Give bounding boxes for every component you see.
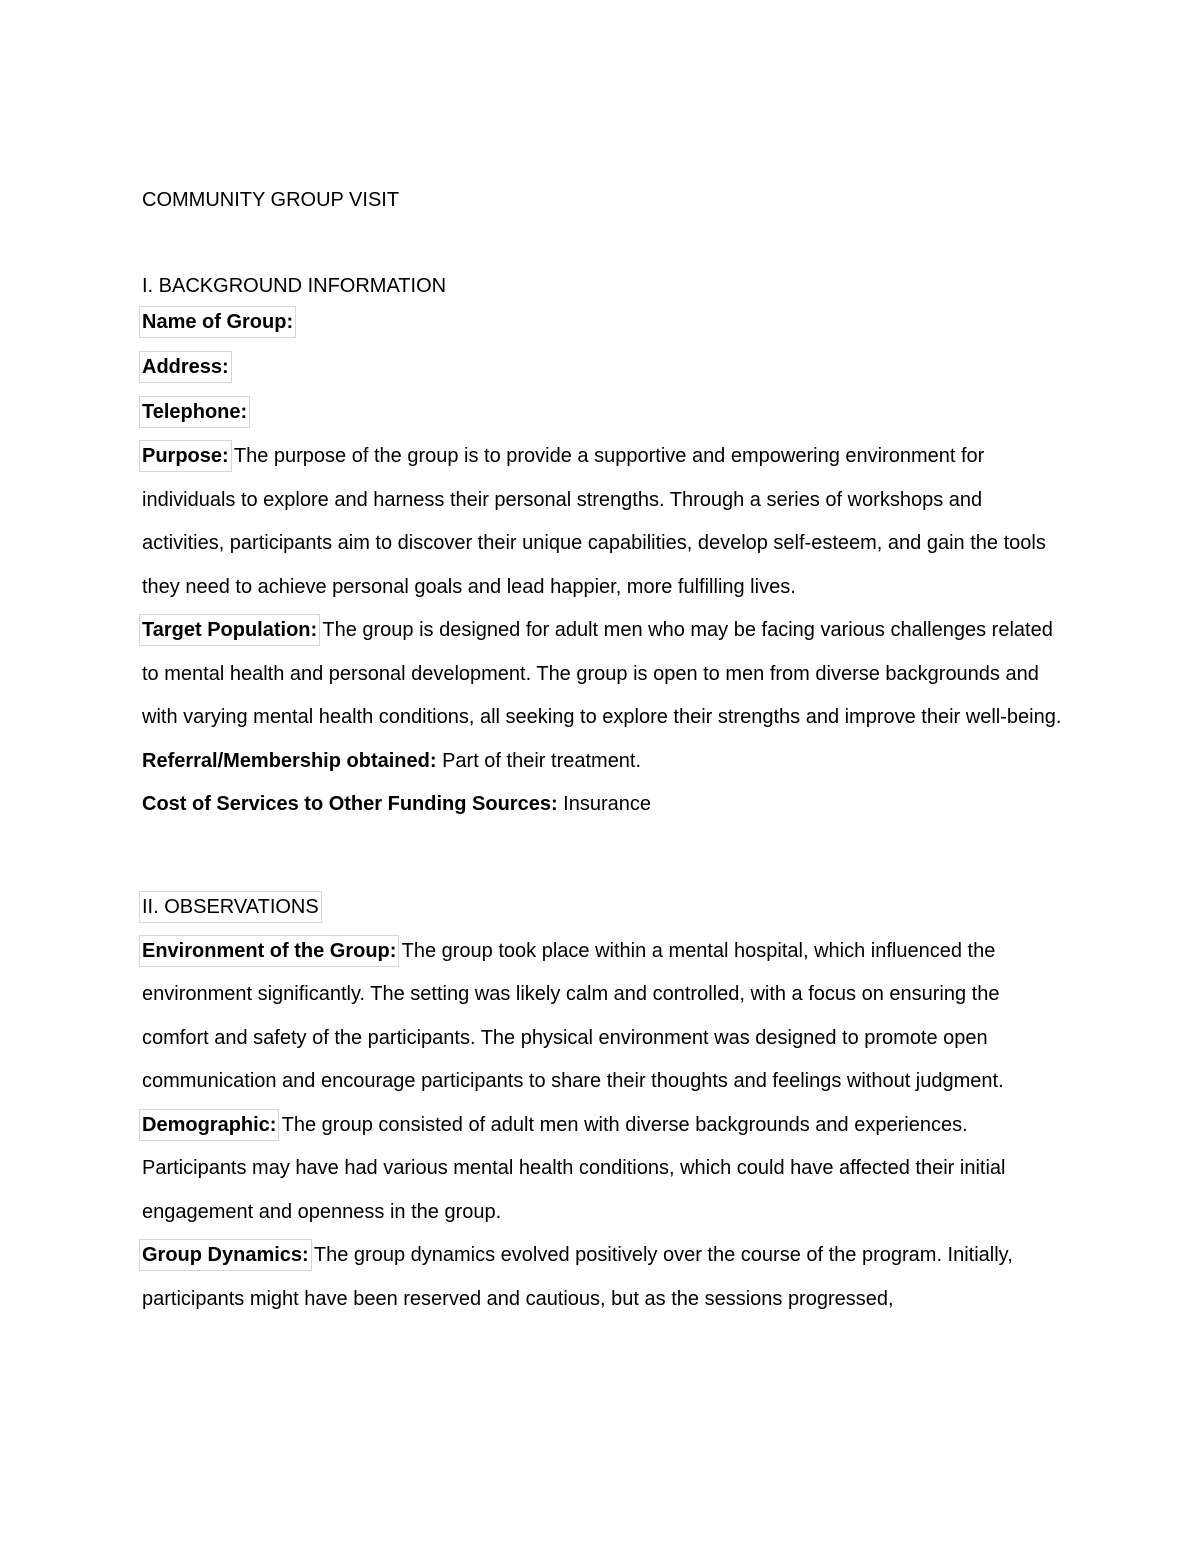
section-heading-background: I. BACKGROUND INFORMATION xyxy=(142,275,447,297)
field-referral xyxy=(142,740,1067,784)
telephone-label: Telephone: xyxy=(142,401,248,423)
section-heading-observations-row xyxy=(142,885,1067,930)
demographic-text: The group consisted of adult men with diverse backgrounds and experiences. Participants may have had various mental health conditions, which could have affected their initial engagement and openness in the group. xyxy=(142,1113,1006,1223)
field-telephone xyxy=(142,390,1067,435)
environment-label: Environment of the Group: xyxy=(142,939,397,962)
field-target-population xyxy=(142,609,1067,740)
target-population-label: Target Population: xyxy=(142,619,318,641)
spacer xyxy=(142,214,1067,272)
field-demographic xyxy=(142,1104,1067,1235)
spacer xyxy=(142,827,1067,885)
field-group-dynamics xyxy=(142,1234,1067,1321)
referral-label: Referral/Membership obtained: xyxy=(142,749,437,772)
purpose-label: Purpose: xyxy=(142,445,229,467)
field-cost xyxy=(142,783,1067,827)
group-dynamics-text: The group dynamics evolved positively over the course of the program. Initially, participants might have been reserved and cautious, but as the sessions progressed, xyxy=(142,1244,1013,1310)
purpose-text: The purpose of the group is to provide a supportive and empowering environment for individuals to explore and harness their personal strengths. Through a series of workshops and activities, participants aim to discover their unique capabilities, develop self-esteem, and gain the tools they need to achieve personal goals and lead happier, more fulfilling lives. xyxy=(142,445,1046,598)
document-body xyxy=(142,186,1067,1321)
field-purpose xyxy=(142,435,1067,609)
target-population-text: The group is designed for adult men who may be facing various challenges related to mental health and personal development. The group is open to men from diverse backgrounds and with varying mental health conditions, all seeking to explore their strengths and improve their well-being. xyxy=(142,619,1062,728)
document-title: COMMUNITY GROUP VISIT xyxy=(142,189,400,211)
referral-text: Part of their treatment. xyxy=(436,749,642,772)
cost-label: Cost of Services to Other Funding Sources: xyxy=(142,793,558,815)
environment-text: The group took place within a mental hospital, which influenced the environment significantly. The setting was likely calm and controlled, with a focus on ensuring the comfort and safety of the participants. The physical environment was designed to promote open communication and encourage participants to share their thoughts and feelings without judgment. xyxy=(142,939,1004,1092)
address-label: Address: xyxy=(142,356,229,378)
field-address xyxy=(142,345,1067,390)
demographic-label: Demographic: xyxy=(142,1113,277,1136)
field-environment xyxy=(142,930,1067,1104)
cost-text: Insurance xyxy=(557,793,652,815)
group-dynamics-label: Group Dynamics: xyxy=(142,1244,309,1266)
section-heading-observations: II. OBSERVATIONS xyxy=(142,895,319,918)
name-of-group-label: Name of Group: xyxy=(142,311,294,333)
field-name-of-group xyxy=(142,300,1067,345)
